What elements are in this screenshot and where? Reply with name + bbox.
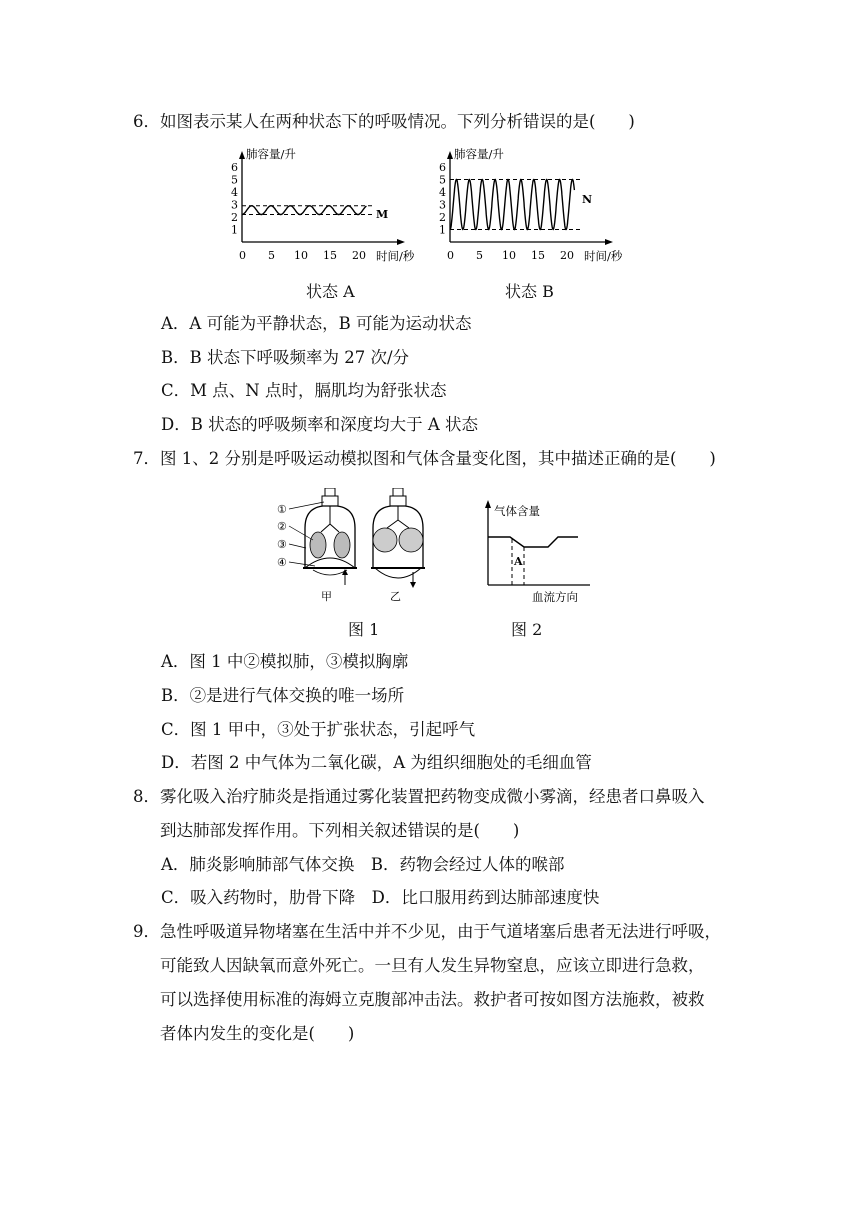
- chart-a-yticks: [231, 161, 238, 237]
- chart-a-xlabel: 时间/秒: [376, 249, 415, 263]
- fig2-point-a: A: [514, 555, 523, 568]
- label-yi: 乙: [390, 590, 401, 603]
- q8-options-row2: C．吸入药物时，肋骨下降 D．比口服用药到达肺部速度快: [161, 888, 600, 907]
- label-jia: 甲: [321, 590, 332, 603]
- q7-option-b: B．②是进行气体交换的唯一场所: [161, 686, 405, 705]
- x-tick-label: 15: [323, 249, 337, 262]
- q8-stem-line2: 到达肺部发挥作用。下列相关叙述错误的是( ): [160, 821, 520, 840]
- x-tick-label: 10: [502, 249, 516, 262]
- q9-line-1: 9．急性呼吸道异物堵塞在生活中并不少见，由于气道堵塞后患者无法进行呼吸，: [133, 922, 721, 941]
- q7-option-d: D．若图 2 中气体为二氧化碳，A 为组织细胞处的毛细血管: [161, 753, 592, 772]
- y-tick-label: 4: [231, 186, 238, 199]
- x-tick-label: 5: [268, 249, 275, 262]
- chart-b-yticks: [439, 161, 446, 237]
- lung-volume-series-line: [450, 180, 574, 230]
- chart-a-xticks: [239, 249, 366, 262]
- y-tick-label: 5: [439, 173, 446, 187]
- q7-figure-1-bell-jar-model: [275, 488, 435, 603]
- q9-line-4: 者体内发生的变化是( ): [160, 1024, 355, 1043]
- x-tick-label: 5: [476, 249, 483, 262]
- q7-option-c: C．图 1 甲中，③处于扩张状态，引起呼气: [161, 720, 476, 739]
- q6-option-b: B．B 状态下呼吸频率为 27 次/分: [161, 348, 410, 367]
- caption-fig-2: 图 2: [511, 620, 543, 639]
- chart-b-annotation-n: N: [582, 193, 593, 206]
- caption-state-b: 状态 B: [505, 282, 554, 301]
- q8-options-row1: A．肺炎影响肺部气体交换 B．药物会经过人体的喉部: [161, 855, 565, 874]
- x-tick-label: 20: [560, 249, 574, 262]
- q9-line-2: 可能致人因缺氧而意外死亡。一旦有人发生异物窒息，应该立即进行急救，: [160, 956, 705, 975]
- bell-jar-jia: [303, 488, 357, 585]
- fig2-xlabel: 血流方向: [532, 590, 578, 604]
- caption-state-a: 状态 A: [306, 282, 355, 301]
- q6-option-d: D．B 状态的呼吸频率和深度均大于 A 状态: [161, 415, 479, 434]
- q9-line-3: 可以选择使用标准的海姆立克腹部冲击法。救护者可按如图方法施救，被救: [160, 990, 705, 1009]
- y-tick-label: 2: [231, 211, 238, 224]
- lung-volume-series-line: [242, 206, 366, 215]
- q6-option-a: A．A 可能为平静状态，B 可能为运动状态: [161, 314, 472, 333]
- y-tick-label: 6: [231, 161, 238, 174]
- fig2-ylabel: 气体含量: [494, 504, 540, 518]
- x-tick-label: 0: [239, 249, 246, 262]
- chart-b-xticks: [447, 249, 574, 262]
- x-tick-label: 20: [352, 249, 366, 262]
- q7-stem: 7．图 1、2 分别是呼吸运动模拟图和气体含量变化图，其中描述正确的是( ): [133, 449, 716, 468]
- chart-b-xlabel: 时间/秒: [584, 249, 623, 263]
- q6-option-c: C．M 点、N 点时，膈肌均为舒张状态: [161, 381, 447, 400]
- chart-a-ylabel: 肺容量/升: [246, 147, 296, 161]
- q6-chart-state-b: [436, 145, 636, 270]
- q6-stem: 6．如图表示某人在两种状态下的呼吸情况。下列分析错误的是( ): [133, 112, 635, 131]
- caption-fig-1: 图 1: [348, 620, 380, 639]
- y-tick-label: 1: [439, 223, 446, 237]
- y-tick-label: 6: [439, 161, 446, 174]
- marker-3: ③: [277, 538, 287, 551]
- marker-1: ①: [277, 503, 287, 516]
- x-tick-label: 0: [447, 249, 454, 262]
- chart-b-ylabel: 肺容量/升: [454, 147, 504, 161]
- y-tick-label: 5: [231, 173, 238, 187]
- chart-a-annotation-m: M: [376, 208, 389, 221]
- y-tick-label: 4: [439, 186, 446, 199]
- q7-option-a: A．图 1 中②模拟肺，③模拟胸廓: [161, 652, 409, 671]
- q7-figure-2-gas-content: [478, 497, 598, 607]
- q6-chart-state-a: [228, 145, 428, 270]
- q8-stem-line1: 8．雾化吸入治疗肺炎是指通过雾化装置把药物变成微小雾滴，经患者口鼻吸入: [133, 787, 705, 806]
- marker-2: ②: [277, 520, 287, 533]
- y-tick-label: 2: [439, 211, 446, 224]
- x-tick-label: 15: [531, 249, 545, 262]
- y-tick-label: 1: [231, 223, 238, 237]
- marker-4: ④: [277, 556, 287, 569]
- x-tick-label: 10: [294, 249, 308, 262]
- bell-jar-yi: [371, 488, 425, 588]
- y-tick-label: 3: [439, 198, 446, 212]
- y-tick-label: 3: [231, 198, 238, 212]
